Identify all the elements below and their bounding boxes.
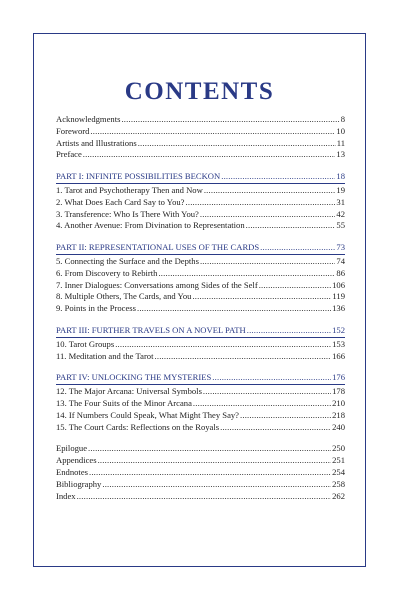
part-heading: PART II: REPRESENTATIONAL USES OF THE CARDS ..... 73 bbox=[56, 242, 345, 254]
part-underline bbox=[56, 337, 345, 338]
toc-entry: 15. The Court Cards: Reflections on the Royals ..... 240 bbox=[56, 422, 345, 434]
contents-title: CONTENTS bbox=[124, 78, 275, 105]
front-matter bbox=[56, 114, 345, 161]
toc-entry: 2. What Does Each Card Say to You? ..... 31 bbox=[56, 197, 345, 209]
toc-entry: 4. Another Avenue: From Divination to Representation ..... 55 bbox=[56, 220, 345, 232]
toc-entry: 14. If Numbers Could Speak, What Might They Say? ..... 218 bbox=[56, 410, 345, 422]
part-1-section bbox=[56, 171, 345, 232]
toc-entry: Preface ..... 13 bbox=[56, 149, 345, 161]
part-underline bbox=[56, 183, 345, 184]
toc-entry: 5. Connecting the Surface and the Depths ..... 74 bbox=[56, 256, 345, 268]
part-heading: PART III: FURTHER TRAVELS ON A NOVEL PATH ..... 152 bbox=[56, 325, 345, 337]
toc-entry: 13. The Four Suits of the Minor Arcana ..... 210 bbox=[56, 398, 345, 410]
part-3-section bbox=[56, 325, 345, 362]
toc-entry: Artists and Illustrations ..... 11 bbox=[56, 138, 345, 150]
toc-entry: Index ..... 262 bbox=[56, 491, 345, 503]
toc-entry: 10. Tarot Groups ..... 153 bbox=[56, 339, 345, 351]
toc-entry: 3. Transference: Who Is There With You? ..... 42 bbox=[56, 209, 345, 221]
toc-entry: 12. The Major Arcana: Universal Symbols ..... 178 bbox=[56, 386, 345, 398]
part-4-section bbox=[56, 372, 345, 433]
part-heading: PART IV: UNLOCKING THE MYSTERIES ..... 176 bbox=[56, 372, 345, 384]
toc-entry: 8. Multiple Others, The Cards, and You ..... 119 bbox=[56, 291, 345, 303]
toc-entry: 9. Points in the Process ..... 136 bbox=[56, 303, 345, 315]
table-of-contents bbox=[56, 114, 345, 512]
part-underline bbox=[56, 254, 345, 255]
toc-entry: 7. Inner Dialogues: Conversations among Sides of the Self ..... 106 bbox=[56, 280, 345, 292]
toc-entry: Foreword ..... 10 bbox=[56, 126, 345, 138]
back-matter bbox=[56, 443, 345, 502]
part-2-section bbox=[56, 242, 345, 315]
part-heading: PART I: INFINITE POSSIBILITIES BECKON ..... 18 bbox=[56, 171, 345, 183]
toc-entry: 6. From Discovery to Rebirth ..... 86 bbox=[56, 268, 345, 280]
toc-entry: Epilogue ..... 250 bbox=[56, 443, 345, 455]
toc-entry: Bibliography ..... 258 bbox=[56, 479, 345, 491]
toc-entry: Endnotes ..... 254 bbox=[56, 467, 345, 479]
part-underline bbox=[56, 384, 345, 385]
toc-entry: 11. Meditation and the Tarot ..... 166 bbox=[56, 351, 345, 363]
toc-entry: Acknowledgments ..... 8 bbox=[56, 114, 345, 126]
toc-entry: 1. Tarot and Psychotherapy Then and Now ..... 19 bbox=[56, 185, 345, 197]
toc-entry: Appendices ..... 251 bbox=[56, 455, 345, 467]
